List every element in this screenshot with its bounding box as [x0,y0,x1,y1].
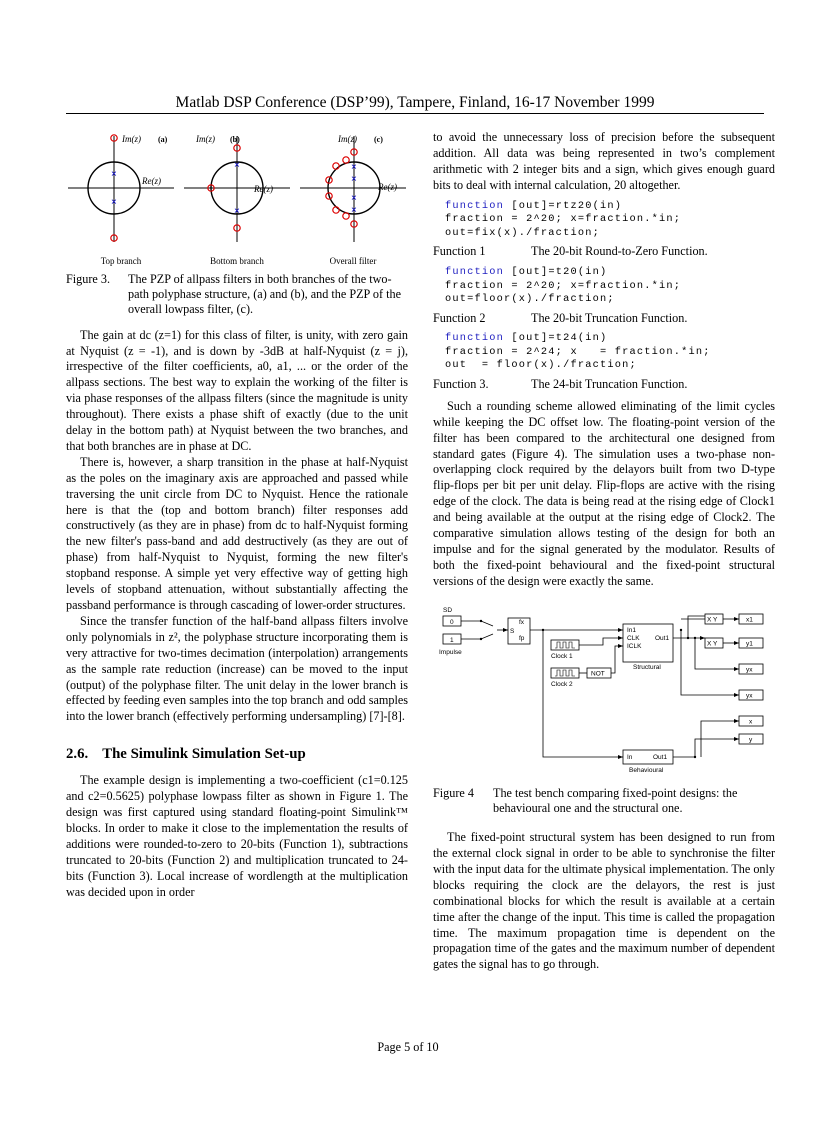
figure-3-label: Figure 3. [66,272,111,286]
svg-text:Impulse: Impulse [439,648,462,656]
svg-text:In1: In1 [627,626,637,634]
code-function-1: function [out]=rtz20(in) fraction = 2^20; x=fraction.*in; out=fix(x)./fraction; [445,199,682,239]
svg-text:Re(z): Re(z) [142,176,161,186]
svg-text:Im(z): Im(z) [338,134,357,144]
paragraph-phase-transition: There is, however, a sharp transition in the phase at half-Nyquist as the poles on the imaginary axis are approached and passed while traversing the unit circle from DC to Nyquist. Hence the rationale here is that the (top and bottom branch) filter responses add constructively (as they are in phase) from dc to half-Nyquist forming the new filter's pass-band and add destructively (as they are out of phase) from half-Nyquist to Nyquist, forming the new filter's stopband response. A simple yet very effective way of getting high levels of stopband attenuation, without substantially affecting the passband performance is through cascading of lower-order structures. [66,454,408,613]
svg-text:fp: fp [519,634,525,642]
svg-text:(a): (a) [158,135,168,144]
svg-text:y: y [749,736,753,744]
svg-text:×: × [234,160,240,171]
figure-4-label: Figure 4 [433,785,474,800]
svg-text:S: S [510,627,515,635]
page-header: Matlab DSP Conference (DSP’99), Tampere, Finland, 16-17 November 1999 [66,94,764,114]
svg-text:Structural: Structural [633,663,661,671]
svg-text:x: x [749,718,753,726]
svg-text:X Y: X Y [707,640,718,648]
svg-text:CLK: CLK [627,634,640,642]
svg-text:X Y: X Y [707,616,718,624]
function-3-caption: Function 3. The 24-bit Truncation Function. [433,376,688,391]
figure-4-caption [433,786,775,816]
section-title: The Simulink Simulation Set-up [102,746,306,763]
figure-3-text: The PZP of allpass filters in both branches of the two-path polyphase structure, (a) and (b), and the PZP of the overall lowpass filter, (c). [128,272,402,317]
figure-4-text: The test bench comparing fixed-point designs: the behavioural one and the structural one. [493,785,738,815]
paragraph-transfer-function: Since the transfer function of the half-band allpass filters involve only polynomials in z², the polyphase structure incorporating them is very attractive for two-times decimation (interpolation) arrangements as the sample rate reduction (increase) can be moved to the input (output) of the polyphase filter. The unit delay in the lower branch is effected by feeding even samples into the top branch and odd samples into the lower branch (effectively performing undersampling) [7]-[8]. [66,613,408,724]
page-footer: Page 5 of 10 [377,1040,439,1054]
code-function-3: function [out]=t24(in) fraction = 2^24; x = fraction.*in; out = floor(x)./fraction; [445,332,711,372]
pzp-plot-top-branch [66,130,176,266]
paragraph-example-design: The example design is implementing a two-coefficient (c1=0.125 and c2=0.5625) polyphase lowpass filter as shown in Figure 1. The design was first captured using standard floating-point Simulink™ blocks. In order to make it close to the implementation the results of additions were rounded-to-zero to 20-bits (Function 1), subtractions truncated to 20-bits (Function 2) and multiplication truncated to 24-bits (Function 3). Local increase of wordlength at the multiplication was decided upon in order [66,773,408,899]
pzp-label-bottom: Bottom branch [210,256,264,266]
svg-text:y1: y1 [746,640,753,648]
svg-text:Re(z): Re(z) [378,182,397,192]
svg-text:×: × [351,205,357,216]
svg-text:Out1: Out1 [655,634,670,642]
svg-text:yx: yx [746,692,753,700]
left-column [66,130,408,900]
svg-text:yx: yx [746,666,753,674]
svg-text:ICLK: ICLK [627,642,642,650]
svg-text:x1: x1 [746,616,753,624]
paragraph-rounding: Such a rounding scheme allowed eliminating of the limit cycles while keeping the DC offset low. The floating-point version of the filter has been compared to the architectural one designed from standard gates (Figure 4). The simulation uses a two-phase non-overlapping clock required by the delayors built from two D-type flip-flops per bit per unit delay. Flip-flops are active with the rising edge of the clock. The data is being read at the rising edge of Clock1 and being available at the output at the rising edge of Clock2. The comparative simulation allows testing of the design for both an impulse and for the signal generated by the modulator. Results of both the fixed-point behavioural and the fixed-point structural versions of the design were exactly the same. [433,398,775,588]
pzp-bottom-branch-svg [182,130,292,250]
section-heading [66,747,408,763]
svg-text:SD: SD [443,606,453,614]
function-2-caption: Function 2 The 20-bit Truncation Function. [433,310,688,325]
svg-text:Clock 2: Clock 2 [551,680,573,688]
svg-text:fx: fx [519,618,525,626]
svg-text:(c): (c) [374,135,383,144]
svg-text:NOT: NOT [591,670,605,678]
pzp-overall-svg [298,130,408,250]
figure-3-caption [66,272,408,318]
svg-text:(b): (b) [230,135,240,144]
figure-3-plots [66,130,408,266]
svg-text:Clock 1: Clock 1 [551,652,573,660]
svg-text:Im(z): Im(z) [196,134,215,144]
simulink-svg [433,604,775,776]
svg-text:Behavioural: Behavioural [629,766,664,774]
svg-text:In: In [627,753,633,761]
svg-text:×: × [351,174,357,185]
svg-text:Im(z): Im(z) [122,134,141,144]
svg-text:Out1: Out1 [653,753,668,761]
pzp-label-overall: Overall filter [329,256,377,266]
paragraph-gain: The gain at dc (z=1) for this class of filter, is unity, with zero gain at Nyquist (z = -1), and is down by -3dB at half-Nyquist (z = j), irrespective of the filter coefficients, a0, a1, ... or the order of the allpass sections. The best way to explain the working of the filter is via phase responses of the allpass filters (since the magnitude is unity throughout). There exists a phase shift of exactly (due to the unit delay in the bottom path) at Nyquist between the two branches, and that both branches are in phase at DC. [66,327,408,453]
svg-text:×: × [351,193,357,204]
svg-text:Re(z): Re(z) [254,184,273,194]
svg-text:×: × [111,169,117,180]
right-column [433,130,775,973]
svg-text:×: × [234,206,240,217]
paragraph-precision: to avoid the unnecessary loss of precision before the subsequent addition. All data was being represented in two’s complement arithmetic with 2 integer bits and a sign, which gives enough guard bits to deal with internal calculation, 20 altogether. [433,130,775,192]
section-number: 2.6. [66,746,89,763]
code-function-2: function [out]=t20(in) fraction = 2^20; x=fraction.*in; out=floor(x)./fraction; [445,266,682,306]
svg-text:0: 0 [450,618,454,626]
paragraph-structural-system: The fixed-point structural system has been designed to run from the external clock signal in order to be able to synchronise the filter with the input data for the ultimate physical implementation. The only blocks requiring the clock are the delayors, the rest is just combinational blocks for which the result is available at a certain time after the change of the input. This time is called the propagation time. The maximum propagation time is dependent on the propagation time of the gates and the maximum number of dependent gates the signal has to go through. [433,830,775,972]
svg-text:×: × [111,197,117,208]
figure-4-simulink-diagram [433,604,775,776]
svg-text:×: × [351,162,357,173]
pzp-plot-overall-filter [298,130,408,266]
pzp-plot-bottom-branch [182,130,292,266]
function-1-caption: Function 1 The 20-bit Round-to-Zero Function. [433,244,708,259]
pzp-top-branch-svg [66,130,176,250]
svg-text:1: 1 [450,636,454,644]
pzp-label-top: Top branch [100,256,142,266]
